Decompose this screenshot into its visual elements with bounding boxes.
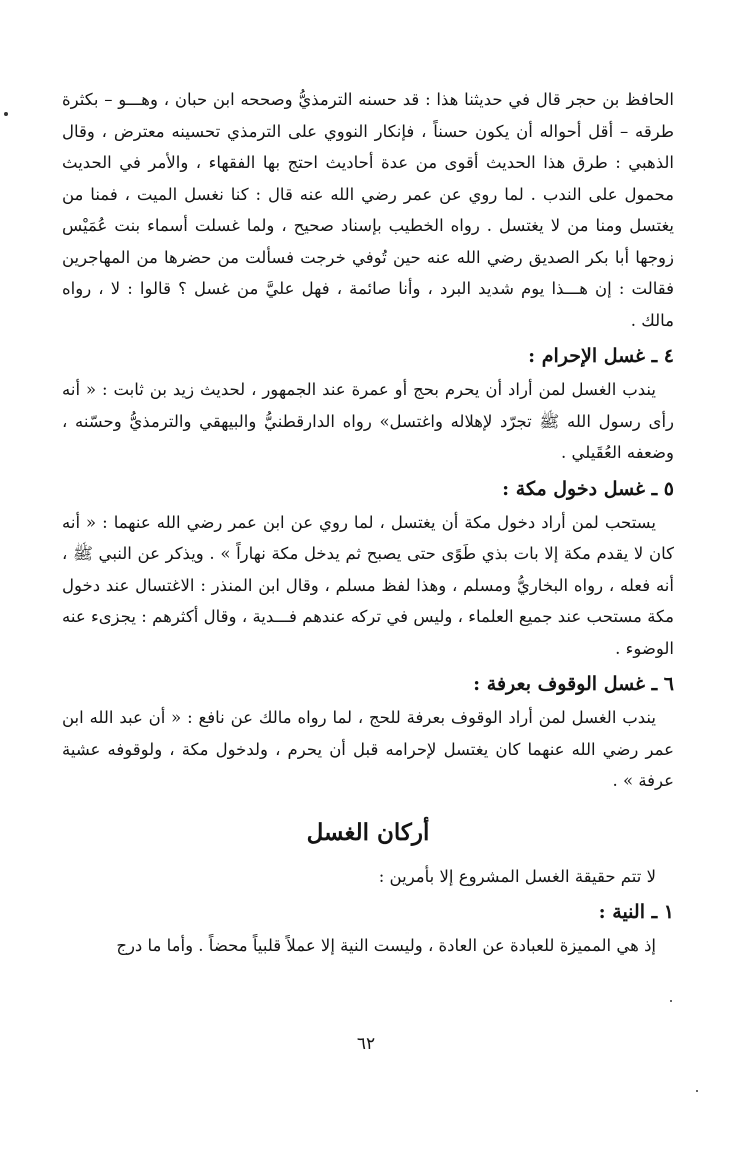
section-heading-niyyah: ١ ـ النية : — [598, 901, 674, 923]
section-heading-arafah: ٦ ـ غسل الوقوف بعرفة : — [473, 673, 674, 695]
page-body — [62, 84, 674, 962]
paragraph: يستحب لمن أراد دخول مكة أن يغتسل ، لما روي عن ابن عمر رضي الله عنهما : « أنه كان لا يقدم مكة إلا بات بذي طَوًى حتى يصبح ثم يدخل مكة نهاراً » . ويذكر عن النبي ﷺ ، أنه فعله ، رواه البخاريُّ ومسلم ، وهذا لفظ مسلم ، وقال ابن المنذر : الاغتسال عند دخول مكة مستحب عند جميع العلماء ، وليس في تركه عندهم فـــدية ، وقال أكثرهم : يجزىء عنه الوضوء . — [62, 512, 674, 658]
paragraph: يندب الغسل لمن أراد الوقوف بعرفة للحج ، لما رواه مالك عن نافع : « أن عبد الله ابن عمر رضي الله عنهما كان يغتسل لإحرامه قبل أن يحرم ، ولدخول مكة ، ولوقوفه عشية عرفة » . — [62, 708, 674, 790]
scan-speck — [670, 1000, 672, 1002]
section-heading-ihram: ٤ ـ غسل الإحرام : — [528, 345, 674, 367]
page-number: ٦٢ — [356, 1034, 376, 1054]
paragraph: لا تتم حقيقة الغسل المشروع إلا بأمرين : — [378, 866, 656, 886]
paragraph: إذ هي المميزة للعبادة عن العادة ، وليست النية إلا عملاً قلبياً محضاً . وأما ما درج — [116, 936, 656, 955]
chapter-title: أركان الغسل — [306, 818, 430, 846]
paragraph: يندب الغسل لمن أراد أن يحرم بحج أو عمرة عند الجمهور ، لحديث زيد بن ثابت : « أنه رأى رسول الله ﷺ تجرّد لإهلاله واغتسل» رواه الدارقطنيُّ والبيهقي والترمذيُّ وحسّنه ، وضعفه العُقَيلي . — [62, 380, 674, 462]
scan-speck — [4, 112, 8, 116]
scan-speck — [696, 1090, 698, 1092]
section-heading-makkah: ٥ ـ غسل دخول مكة : — [502, 477, 674, 500]
paragraph: الحافظ بن حجر قال في حديثنا هذا : قد حسنه الترمذيُّ وصححه ابن حبان ، وهـــو – بكثرة طرقه – أقل أحواله أن يكون حسناً ، فإنكار النووي على الترمذي تحسينه معترض ، وقال الذهبي : طرق هذا الحديث أقوى من عدة أحاديث احتج بها الفقهاء ، والأمر في الحديث محمول على الندب . لما روي عن عمر رضي الله عنه قال : كنا نغسل الميت ، فمنا من يغتسل ومنا من لا يغتسل . رواه الخطيب بإسناد صحيح ، ولما غسلت أسماء بنت عُمَيْس زوجها أبا بكر الصديق رضي الله عنه حين تُوفي خرجت فسألت من حضرها من المهاجرين فقالت : إن هـــذا يوم شديد البرد ، وأنا صائمة ، فهل عليَّ من غسل ؟ قالوا : لا ، رواه مالك . — [62, 90, 674, 330]
